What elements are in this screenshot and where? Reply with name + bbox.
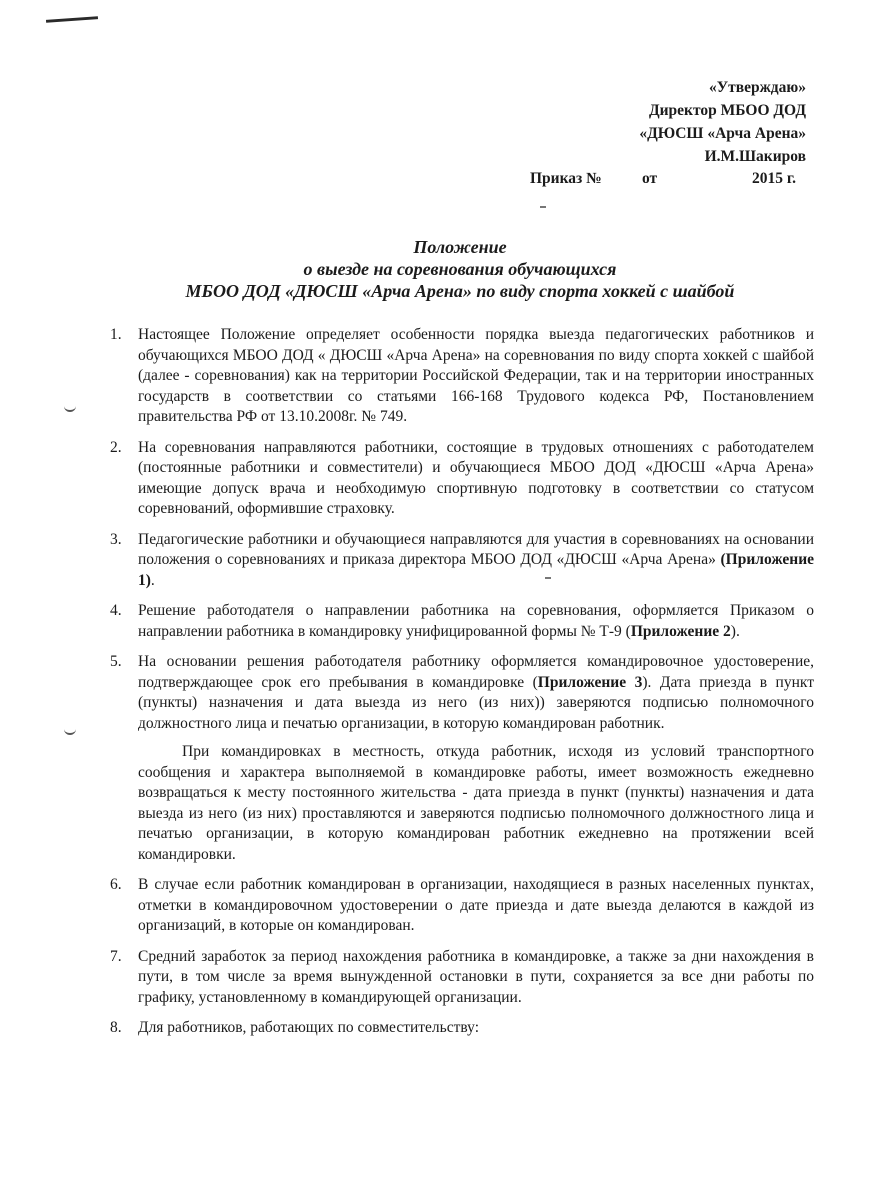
- clause-5: [110, 652, 814, 865]
- clause-6: [110, 875, 814, 937]
- clause-number: 4.: [110, 602, 122, 619]
- clause-2: [110, 438, 814, 520]
- clause-number: 6.: [110, 876, 122, 893]
- clause-text-tail: ). Дата приезда в пункт (пункты) назначения и дата выезда из него (из них)) заверяются подписью полномочного должностного лица и печатью организации, в которую командирован работник.: [138, 673, 814, 732]
- clause-text: Для работников, работающих по совместительству:: [138, 1019, 480, 1036]
- clause-text: В случае если работник командирован в организации, находящиеся в разных населенных пунктах, отметки в командировочном удостоверении о дате приезда и дате выезда делаются в каждой из организаций, в которые он командирован.: [138, 876, 814, 934]
- scan-speck: [540, 206, 546, 208]
- clause-text-tail: ).: [730, 622, 740, 640]
- appendix-reference: Приложение 3: [537, 673, 643, 691]
- clause-4: [110, 601, 814, 642]
- scan-mark: [46, 16, 98, 23]
- appendix-reference: Приложение 2: [630, 622, 731, 640]
- clause-number: 2.: [110, 438, 122, 456]
- clause-number: 5.: [110, 653, 122, 670]
- approval-block: [506, 76, 806, 168]
- clause-1: [110, 325, 814, 428]
- approval-signatory: И.М.Шакиров: [704, 148, 806, 165]
- clause-text-body: Педагогические работники и обучающиеся направляются для участия в соревнованиях на основании положения о соревнованиях и приказа директора МБОО ДОД «ДЮСШ «Арча Арена»: [138, 530, 814, 568]
- clause-7: [110, 947, 814, 1009]
- clause-number: 1.: [110, 326, 122, 343]
- order-year: 2015 г.: [752, 170, 797, 187]
- order-label: Приказ №: [530, 170, 602, 187]
- approval-organization: «ДЮСШ «Арча Арена»: [639, 125, 806, 142]
- title-line-1: Положение: [413, 237, 507, 257]
- clause-text-body: Решение работодателя о направлении работника на соревнования, оформляется Приказом о направлении работника в командировку унифицированной формы № Т-9 (: [138, 602, 814, 640]
- clause-number: 7.: [110, 947, 122, 965]
- clause-text-tail: .: [150, 571, 155, 589]
- punch-hole-mark: [64, 403, 76, 412]
- clause-number: 3.: [110, 530, 122, 548]
- clause-text: [138, 652, 814, 734]
- approval-position: Директор МБОО ДОД: [648, 102, 806, 119]
- clause-number: 8.: [110, 1019, 122, 1036]
- title-line-3: МБОО ДОД «ДЮСШ «Арча Арена» по виду спорта хоккей с шайбой: [185, 281, 735, 301]
- order-date-label: от: [642, 170, 658, 187]
- clause-3: [110, 530, 814, 592]
- appendix-reference: (Приложение 1): [138, 551, 814, 589]
- clause-8: [110, 1018, 814, 1039]
- clause-text: [138, 530, 814, 592]
- clause-text: [138, 601, 814, 642]
- clause-text: Средний заработок за период нахождения работника в командировке, а также за дни нахождения в пути, в том числе за время вынужденной остановки в пути, сохраняется за все дни работы по графику, установленному в командирующей организации.: [138, 947, 814, 1006]
- clause-list: [110, 325, 814, 1049]
- document-title: [120, 236, 800, 302]
- title-line-2: о выезде на соревнования обучающихся: [303, 259, 617, 279]
- clause-text-body: На основании решения работодателя работнику оформляется командировочное удостоверение, подтверждающее срок его пребывания в командировке (: [138, 653, 814, 691]
- clause-text: Настоящее Положение определяет особенности порядка выезда педагогических работников и обучающихся МБОО ДОД « ДЮСШ «Арча Арена» на соревнования по виду спорта хоккей с шайбой (далее - соревнования) как на территории Российской Федерации, так и на территории иностранных государств в соответствии со статьями 166-168 Трудового кодекса РФ, Постановлением правительства РФ от 13.10.2008г. № 749.: [138, 326, 814, 425]
- approval-heading: «Утверждаю»: [708, 79, 806, 96]
- clause-paragraph: При командировках в местность, откуда работник, исходя из условий транспортного сообщения и характера выполняемой в командировке работы, имеет возможность ежедневно возвращаться к месту постоянного жительства - дата приезда в пункт (пункты) назначения и дата выезда из него (из них) проставляются и заверяются подписью полномочного должностного лица и печатью организации, в которую командирован работник ежедневно на протяжении всей командировки.: [138, 743, 814, 863]
- clause-text: На соревнования направляются работники, состоящие в трудовых отношениях с работодателем (постоянные работники и совместители) и обучающиеся МБОО ДОД «ДЮСШ «Арча Арена» имеющие допуск врача и необходимую спортивную подготовку в соответствии со статусом соревнований, оформившие страховку.: [138, 438, 814, 517]
- punch-hole-mark: [64, 726, 76, 735]
